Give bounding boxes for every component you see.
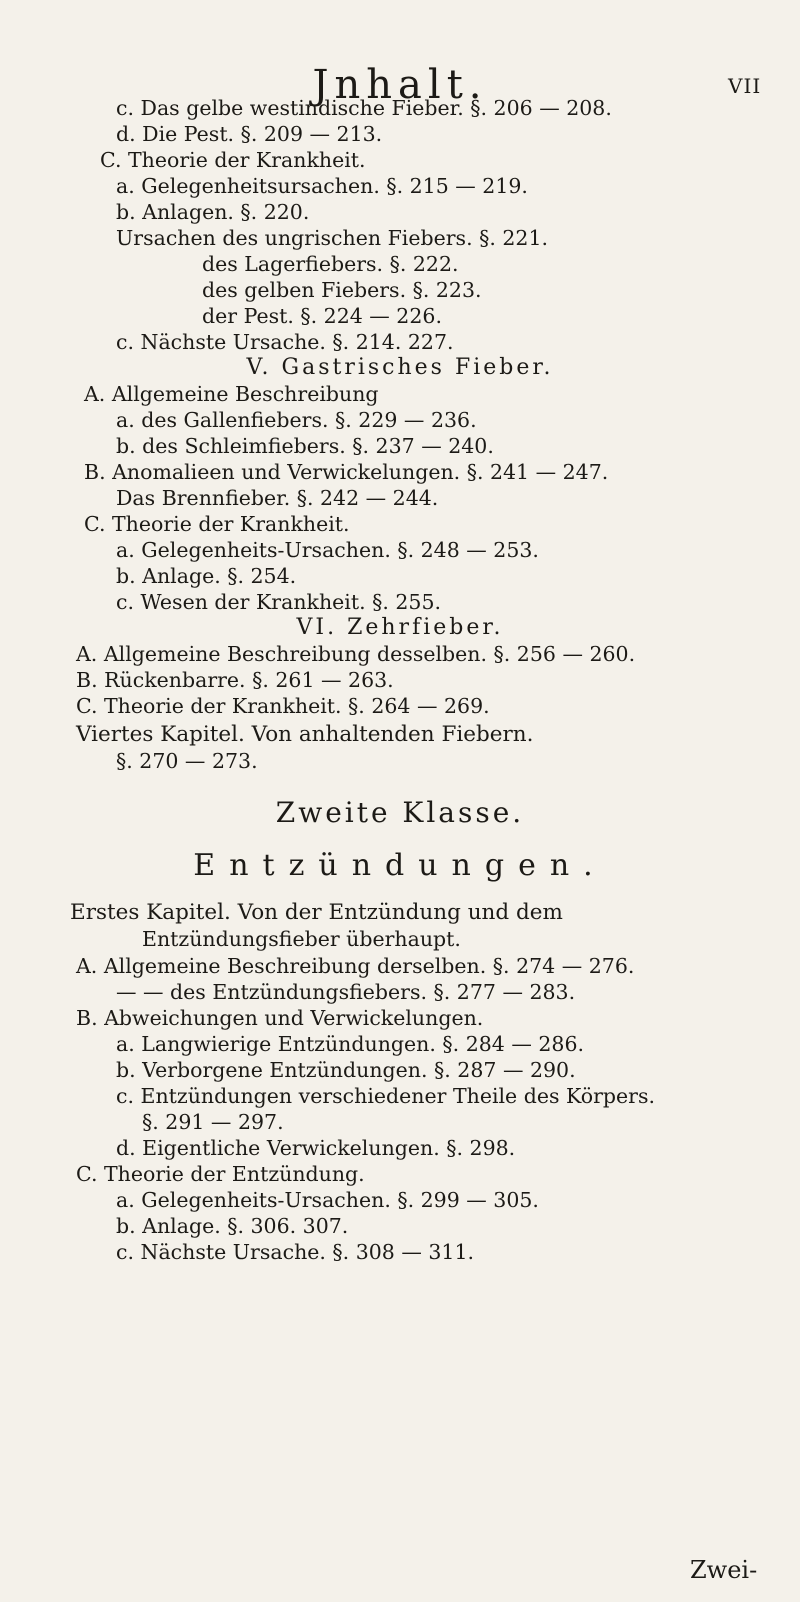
chapter-title: Erstes Kapitel. Von der Entzündung und dem [70, 900, 563, 925]
toc-line: b. des Schleimfiebers. §. 237 — 240. [116, 434, 494, 458]
toc-line: a. Langwierige Entzündungen. §. 284 — 286. [116, 1032, 584, 1056]
toc-line: A. Allgemeine Beschreibung desselben. §. 256 — 260. [76, 642, 636, 666]
toc-line: B. Abweichungen und Verwickelungen. [76, 1006, 484, 1030]
toc-line: c. Nächste Ursache. §. 308 — 311. [116, 1240, 475, 1264]
toc-line: — — des Entzündungsfiebers. §. 277 — 283. [116, 980, 576, 1004]
toc-line: Entzündungsfieber überhaupt. [142, 927, 461, 951]
toc-line: C. Theorie der Krankheit. §. 264 — 269. [76, 694, 490, 718]
toc-line: d. Die Pest. §. 209 — 213. [116, 122, 383, 146]
toc-line: des Lagerfiebers. §. 222. [202, 252, 459, 276]
class-subtitle: Entzündungen. [193, 848, 607, 883]
toc-line: a. des Gallenfiebers. §. 229 — 236. [116, 408, 477, 432]
toc-line: B. Anomalieen und Verwickelungen. §. 241 — 247. [84, 460, 609, 484]
page-header-title: Jnhalt. [312, 62, 488, 108]
catchword: Zwei- [690, 1556, 758, 1584]
toc-line: C. Theorie der Krankheit. [100, 148, 366, 172]
section-heading: VI. Zehrfieber. [296, 615, 504, 640]
toc-line: c. Das gelbe westindische Fieber. §. 206 — 208. [116, 96, 612, 120]
section-heading: V. Gastrisches Fieber. [246, 355, 554, 380]
class-heading: Zweite Klasse. [275, 796, 525, 829]
page-number: VII [728, 74, 762, 98]
toc-line: A. Allgemeine Beschreibung [84, 382, 379, 406]
toc-line: A. Allgemeine Beschreibung derselben. §. 274 — 276. [76, 954, 635, 978]
toc-line: b. Anlage. §. 254. [116, 564, 297, 588]
toc-line: b. Anlagen. §. 220. [116, 200, 310, 224]
toc-line: b. Verborgene Entzündungen. §. 287 — 290. [116, 1058, 576, 1082]
toc-line: der Pest. §. 224 — 226. [202, 304, 442, 328]
toc-line: Ursachen des ungrischen Fiebers. §. 221. [116, 226, 549, 250]
toc-line: d. Eigentliche Verwickelungen. §. 298. [116, 1136, 516, 1160]
toc-line: b. Anlage. §. 306. 307. [116, 1214, 349, 1238]
toc-line: a. Gelegenheits-Ursachen. §. 299 — 305. [116, 1188, 539, 1212]
toc-line: C. Theorie der Krankheit. [84, 512, 350, 536]
toc-line: C. Theorie der Entzündung. [76, 1162, 365, 1186]
toc-line: a. Gelegenheitsursachen. §. 215 — 219. [116, 174, 528, 198]
toc-line: §. 291 — 297. [142, 1110, 284, 1134]
toc-line: des gelben Fiebers. §. 223. [202, 278, 482, 302]
toc-line: Das Brennfieber. §. 242 — 244. [116, 486, 439, 510]
chapter-title: Viertes Kapitel. Von anhaltenden Fiebern. [76, 722, 534, 747]
toc-line: c. Wesen der Krankheit. §. 255. [116, 590, 442, 614]
toc-line: c. Entzündungen verschiedener Theile des Körpers. [116, 1084, 655, 1108]
toc-line: §. 270 — 273. [116, 749, 258, 773]
toc-line: a. Gelegenheits-Ursachen. §. 248 — 253. [116, 538, 539, 562]
toc-line: B. Rückenbarre. §. 261 — 263. [76, 668, 394, 692]
toc-line: c. Nächste Ursache. §. 214. 227. [116, 330, 454, 354]
